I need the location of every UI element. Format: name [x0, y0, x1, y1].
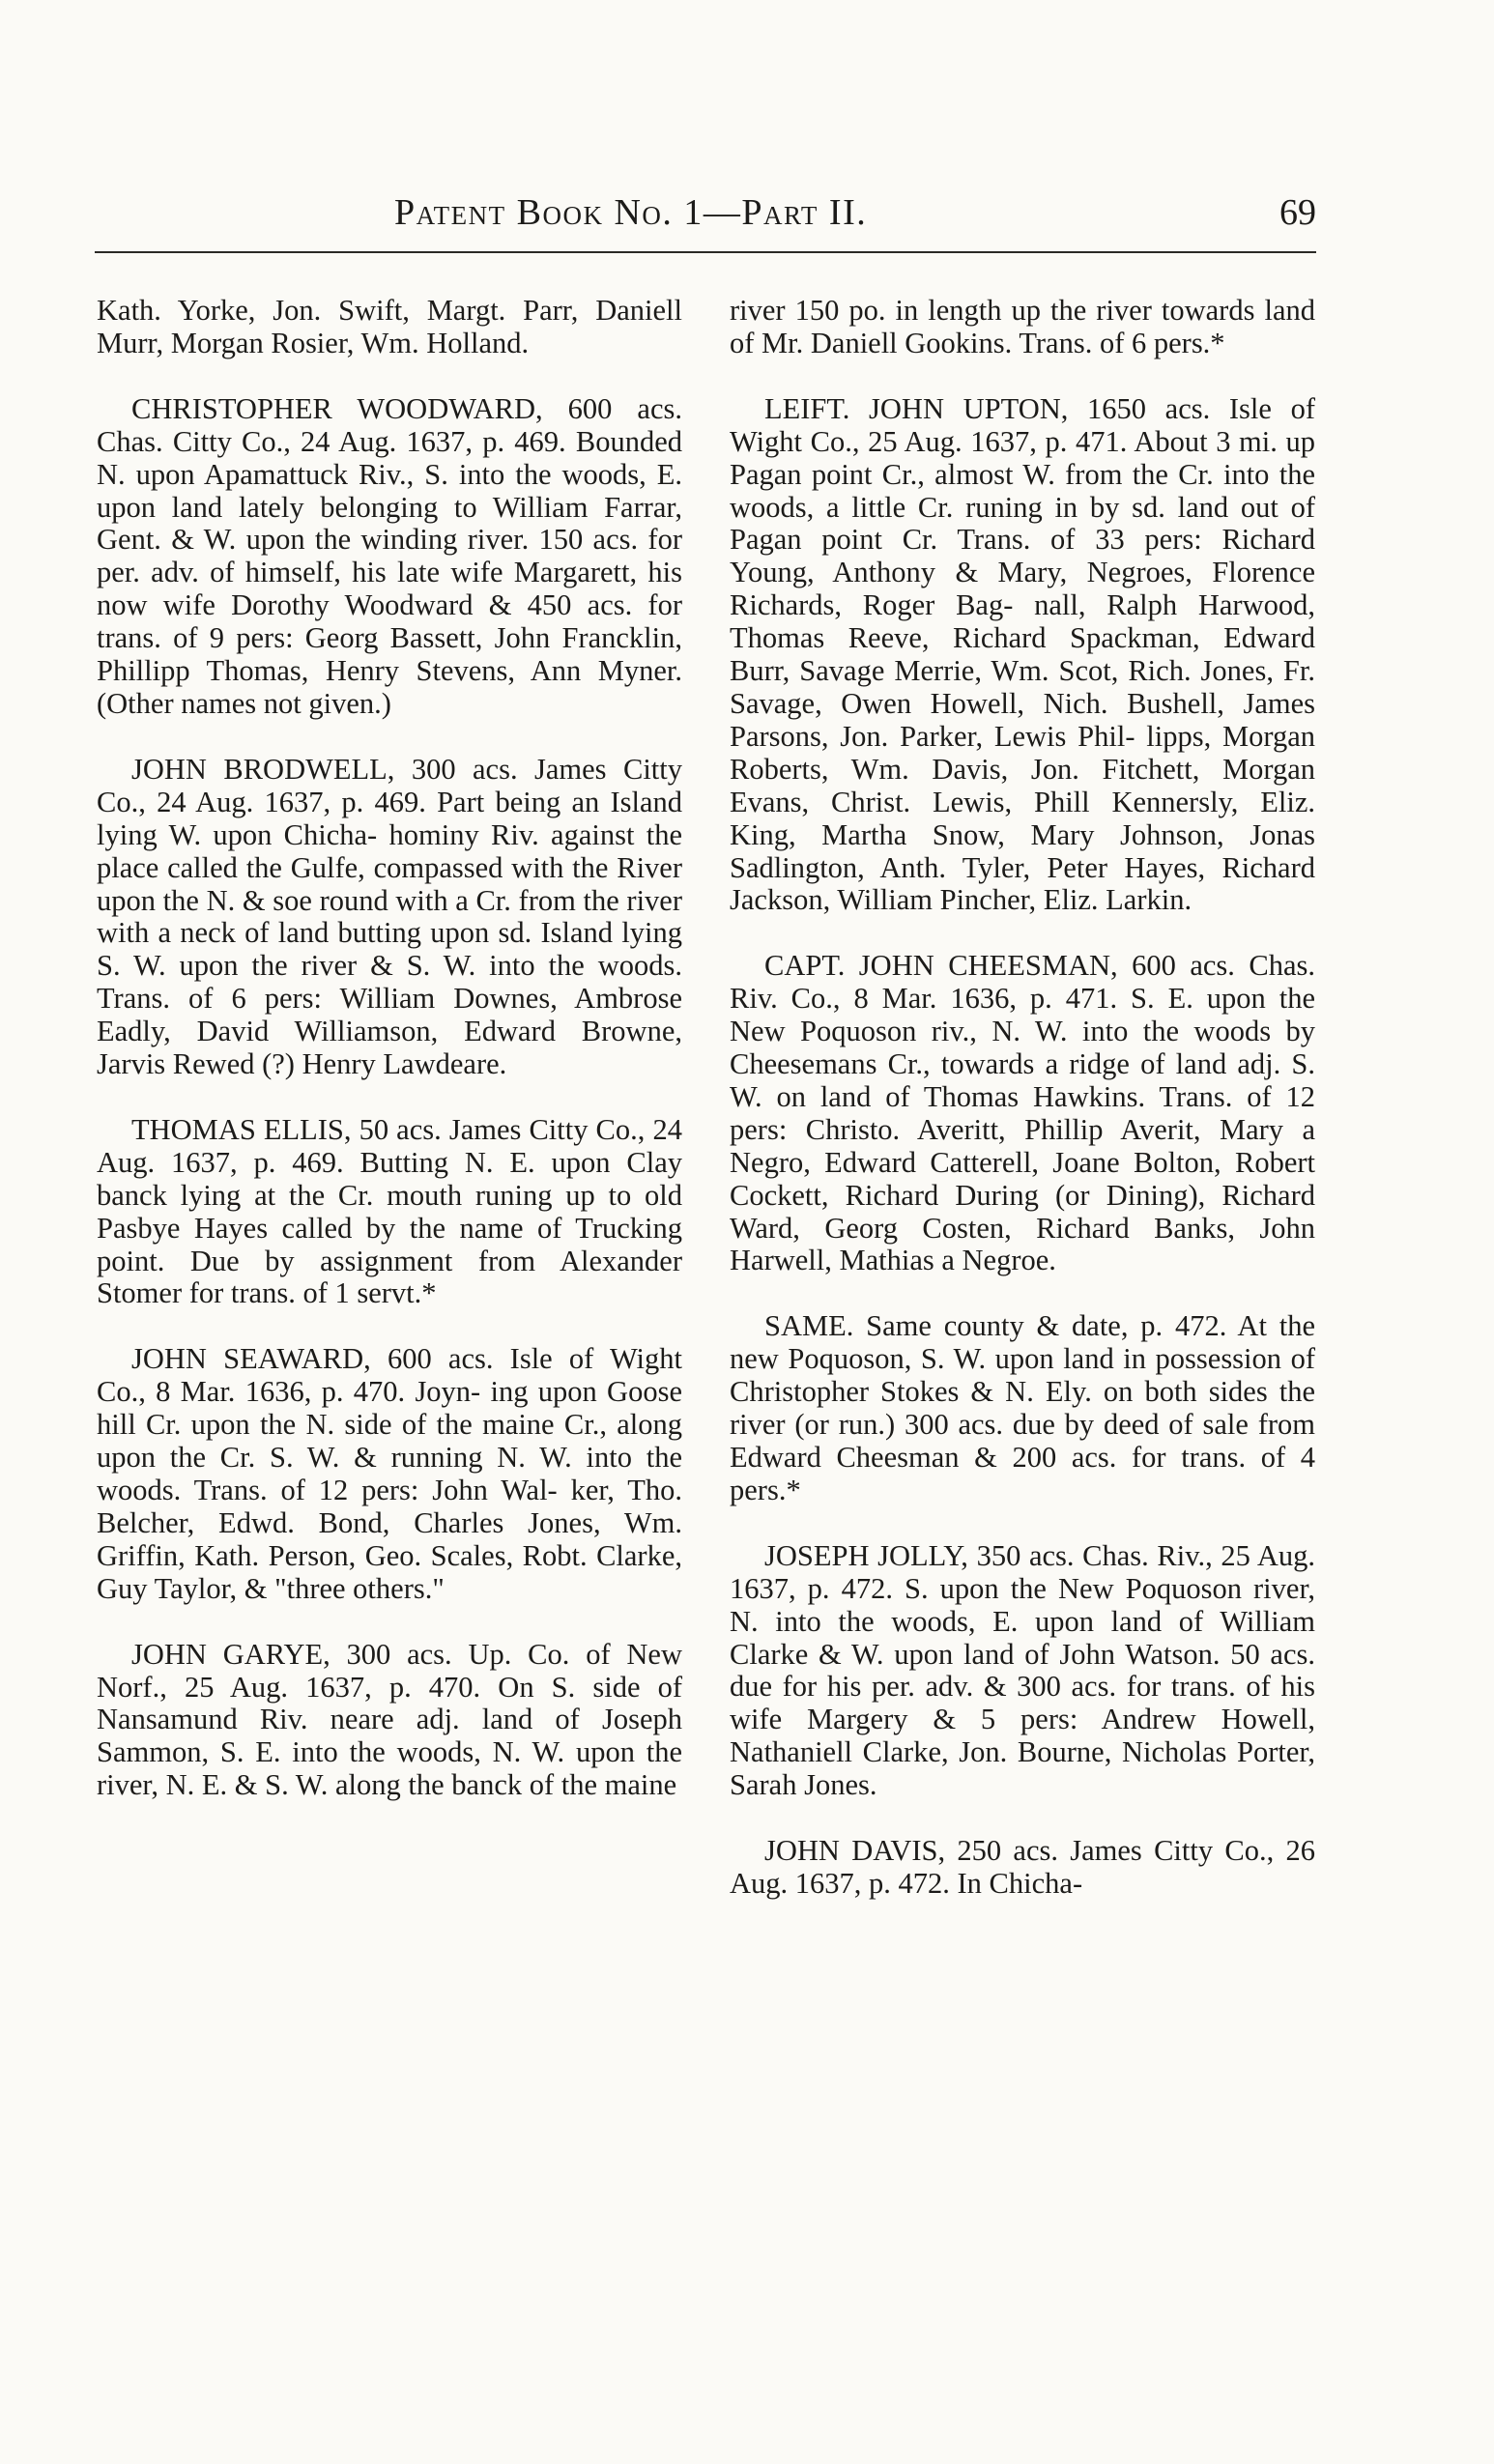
running-head: Patent Book No. 1—Part II.	[394, 192, 868, 233]
entry-john-cheesman: CAPT. JOHN CHEESMAN, 600 acs. Chas. Riv. Co., 8 Mar. 1636, p. 471. S. E. upon the New Poquoson riv., N. W. into the woods by Cheesemans Cr., towards a ridge of land adj. S. W. on land of Thomas Hawkins. Trans. of 12 pers: Christo. Averitt, Phillip Averit, Mary a Negro, Edward Catterell, Joane Bolton, Robert Cockett, Richard During (or Dining), Richard Ward, Georg Costen, Richard Banks, John Harwell, Mathias a Negroe.	[730, 949, 1315, 1277]
entry-christopher-woodward: CHRISTOPHER WOODWARD, 600 acs. Chas. Citty Co., 24 Aug. 1637, p. 469. Bounded N. upon Apamattuck Riv., S. into the woods, E. upon land lately belonging to William Farrar, Gent. & W. upon the winding river. 150 acs. for per. adv. of himself, his late wife Margarett, his now wife Dorothy Woodward & 450 acs. for trans. of 9 pers: Georg Bassett, John Francklin, Phillipp Thomas, Henry Stevens, Ann Myner. (Other names not given.)	[97, 391, 682, 720]
header-rule	[95, 251, 1316, 253]
entry-continuation: river 150 po. in length up the river towards land of Mr. Daniell Gookins. Trans. of 6 pers.*	[730, 294, 1315, 359]
entry-john-upton: LEIFT. JOHN UPTON, 1650 acs. Isle of Wight Co., 25 Aug. 1637, p. 471. About 3 mi. up Pagan point Cr., almost W. from the Cr. into the woods, a little Cr. runing in by sd. land out of Pagan point Cr. Trans. of 33 pers: Richard Young, Anthony & Mary, Negroes, Florence Richards, Roger Bag- nall, Ralph Harwood, Thomas Reeve, Richard Spackman, Edward Burr, Savage Merrie, Wm. Scot, Rich. Jones, Fr. Savage, Owen Howell, Nich. Bushell, James Parsons, Jon. Parker, Lewis Phil- lipps, Morgan Roberts, Wm. Davis, Jon. Fitchett, Morgan Evans, Christ. Lewis, Phill Kennersly, Eliz. King, Martha Snow, Mary Johnson, Jonas Sadlington, Anth. Tyler, Peter Hayes, Richard Jackson, William Pincher, Eliz. Larkin.	[730, 391, 1315, 917]
entry-joseph-jolly: JOSEPH JOLLY, 350 acs. Chas. Riv., 25 Aug. 1637, p. 472. S. upon the New Poquoson river, N. into the woods, E. upon land of William Clarke & W. upon land of John Watson. 50 acs. due for his per. adv. & 300 acs. for trans. of his wife Margery & 5 pers: Andrew Howell, Nathaniell Clarke, Jon. Bourne, Nicholas Porter, Sarah Jones.	[730, 1538, 1315, 1802]
entry-john-garye: JOHN GARYE, 300 acs. Up. Co. of New Norf., 25 Aug. 1637, p. 470. On S. side of Nansamund Riv. neare adj. land of Joseph Sammon, S. E. into the woods, N. W. upon the river, N. E. & S. W. along the banck of the maine	[97, 1637, 682, 1802]
entry-same: SAME. Same county & date, p. 472. At the new Poquoson, S. W. upon land in possession of Christopher Stokes & N. Ely. on both sides the river (or run.) 300 acs. due by deed of sale from Edward Cheesman & 200 acs. for trans. of 4 pers.*	[730, 1309, 1315, 1506]
entry-thomas-ellis: THOMAS ELLIS, 50 acs. James Citty Co., 24 Aug. 1637, p. 469. Butting N. E. upon Clay banck lying at the Cr. mouth runing up to old Pasbye Hayes called by the name of Trucking point. Due by assignment from Alexander Stomer for trans. of 1 servt.*	[97, 1112, 682, 1310]
entry-john-brodwell: JOHN BRODWELL, 300 acs. James Citty Co., 24 Aug. 1637, p. 469. Part being an Island lying W. upon Chicha- hominy Riv. against the place called the Gulfe, compassed with the River upon the N. & soe round with a Cr. from the river with a neck of land butting upon sd. Island lying S. W. upon the river & S. W. into the woods. Trans. of 6 pers: William Downes, Ambrose Eadly, David Williamson, Edward Browne, Jarvis Rewed (?) Henry Lawdeare.	[97, 752, 682, 1081]
entry-john-seaward: JOHN SEAWARD, 600 acs. Isle of Wight Co., 8 Mar. 1636, p. 470. Joyn- ing upon Goose hill Cr. upon the N. side of the maine Cr., along upon the Cr. S. W. & running N. W. into the woods. Trans. of 12 pers: John Wal- ker, Tho. Belcher, Edwd. Bond, Charles Jones, Wm. Griffin, Kath. Person, Geo. Scales, Robt. Clarke, Guy Taylor, & "three others."	[97, 1342, 682, 1605]
page-header	[95, 182, 1316, 249]
right-column	[730, 295, 1315, 1901]
entry-john-davis: JOHN DAVIS, 250 acs. James Citty Co., 26 Aug. 1637, p. 472. In Chicha-	[730, 1834, 1315, 1900]
entry-continuation: Kath. Yorke, Jon. Swift, Margt. Parr, Daniell Murr, Morgan Rosier, Wm. Holland.	[97, 294, 682, 359]
page-number: 69	[1279, 192, 1316, 233]
left-column	[97, 295, 682, 1802]
